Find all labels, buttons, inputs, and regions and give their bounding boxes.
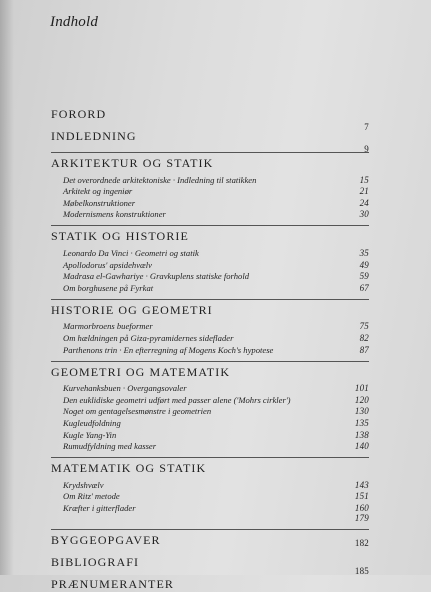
toc-entry-indledning	[51, 129, 369, 154]
toc-page-number: 182	[354, 537, 369, 548]
toc-subentry	[51, 246, 369, 258]
section-heading-label: MATEMATIK OG STATIK	[51, 461, 207, 476]
page-title: Indhold	[50, 14, 99, 30]
toc-page-number: 30	[359, 209, 369, 220]
toc-page-number: 67	[359, 282, 369, 293]
toc-page-number: 143	[354, 479, 369, 490]
toc-section-heading	[51, 152, 369, 173]
toc-subentry	[51, 490, 369, 502]
toc-page-number: 9	[364, 144, 369, 154]
toc-page-number: 135	[354, 417, 369, 428]
subentry-label: Det overordnede arkitektoniske · Indledning til statikken	[63, 174, 257, 185]
toc-page-number: 21	[359, 186, 369, 197]
subentry-label: Om Ritz' metode	[63, 491, 120, 502]
section-heading-label: ARKITEKTUR OG STATIK	[51, 156, 214, 170]
toc-subentry	[51, 320, 369, 332]
subentry-label: Arkitekt og ingeniør	[63, 186, 133, 197]
subentry-label: Den euklidiske geometri udført med passer alene ('Mohrs cirkler')	[63, 394, 291, 405]
toc-page-number: 82	[359, 332, 369, 343]
toc-subentry	[51, 393, 369, 405]
section-heading-label: STATIK OG HISTORIE	[51, 229, 189, 244]
toc-entry-label: PRÆNUMERANTER	[51, 576, 174, 591]
toc-page-number: 87	[359, 344, 369, 355]
subentry-label: Kugle Yang-Yin	[63, 429, 117, 440]
toc-subentry	[51, 440, 369, 452]
subentry-label: Marmorbroens bueformer	[63, 321, 153, 332]
toc-entry-label: BIBLIOGRAFI	[51, 554, 140, 569]
toc-page-number: 59	[359, 271, 369, 282]
subentry-label: Om hældningen på Giza-pyramidernes sideflader	[63, 332, 234, 343]
toc-page-number: 151	[354, 491, 369, 502]
subentry-label: Parthenons trin · En efterregning af Mogens Koch's hypotese	[63, 344, 274, 355]
toc-page-number: 24	[359, 197, 369, 208]
section-heading-label: HISTORIE OG GEOMETRI	[51, 302, 213, 317]
subentry-label: Krydshvælv	[63, 479, 104, 490]
toc-subentry	[51, 416, 369, 428]
toc-subentry	[51, 501, 369, 513]
toc-page-number: 140	[354, 441, 369, 452]
toc-page-number: 130	[354, 406, 369, 417]
toc-entry-label: FORORD	[51, 107, 107, 121]
toc-subentry	[51, 281, 369, 293]
toc-subentry	[51, 382, 369, 394]
toc-page-number: 49	[359, 259, 369, 270]
toc-entry-praenumeranter	[51, 577, 369, 592]
toc-section-heading	[51, 299, 369, 320]
toc-subentry	[51, 258, 369, 270]
toc-page-number: 101	[354, 383, 369, 394]
section-heading-label: GEOMETRI OG MATEMATIK	[51, 364, 231, 379]
toc-subentry	[51, 478, 369, 490]
subentry-label: Møbelkonstruktioner	[63, 197, 136, 208]
subentry-label: Modernismens konstruktioner	[63, 209, 166, 220]
toc-page-number: 15	[359, 174, 369, 185]
toc-page-number: 160	[354, 502, 369, 513]
toc-page-number: 35	[359, 247, 369, 258]
toc-subentry	[51, 196, 369, 208]
toc-subentry	[51, 331, 369, 343]
toc-page-number: 75	[359, 321, 369, 332]
toc-page-number: 179	[354, 512, 369, 523]
toc-subentry	[51, 208, 369, 220]
toc-page-number: 185	[354, 565, 369, 576]
subentry-label: Kræfter i gitterflader	[63, 502, 136, 513]
subentry-label: Apollodorus' apsidehvælv	[63, 259, 152, 270]
subentry-label: Om borghusene på Fyrkat	[63, 282, 154, 293]
toc-subentry	[51, 270, 369, 282]
toc-entry-bibliografi	[51, 554, 369, 576]
subentry-label: Madrasa el-Gawhariye · Gravkuplens statiske forhold	[63, 271, 250, 282]
toc-subentry	[51, 343, 369, 355]
toc-section-heading	[51, 361, 369, 382]
toc-subentry	[51, 405, 369, 417]
toc-subentry	[51, 173, 369, 185]
subentry-label: Leonardo Da Vinci · Geometri og statik	[63, 247, 199, 258]
subentry-label: Rumudfyldning med kasser	[63, 441, 157, 452]
subentry-label: Kurvehanksbuen · Overgangsovaler	[63, 383, 187, 394]
toc-entry-label: BYGGEOPGAVER	[51, 532, 161, 547]
toc-entry-label: INDLEDNING	[51, 129, 137, 143]
toc-subentry-trailing	[51, 513, 369, 523]
toc-subentry	[51, 185, 369, 197]
toc-entry-byggeopgaver	[51, 529, 369, 548]
toc-page-number: 7	[364, 122, 369, 132]
toc-subentry	[51, 428, 369, 440]
toc-section-heading	[51, 457, 369, 478]
table-of-contents	[51, 104, 369, 592]
toc-entry-forord	[51, 107, 369, 132]
toc-page-number: 138	[354, 429, 369, 440]
toc-page-number: 120	[354, 394, 369, 405]
subentry-label: Noget om gentagelsesmønstre i geometrien	[63, 406, 212, 417]
subentry-label: Kugleudfoldning	[63, 417, 121, 428]
toc-section-heading	[51, 225, 369, 246]
page-gutter-shadow	[0, 0, 14, 575]
